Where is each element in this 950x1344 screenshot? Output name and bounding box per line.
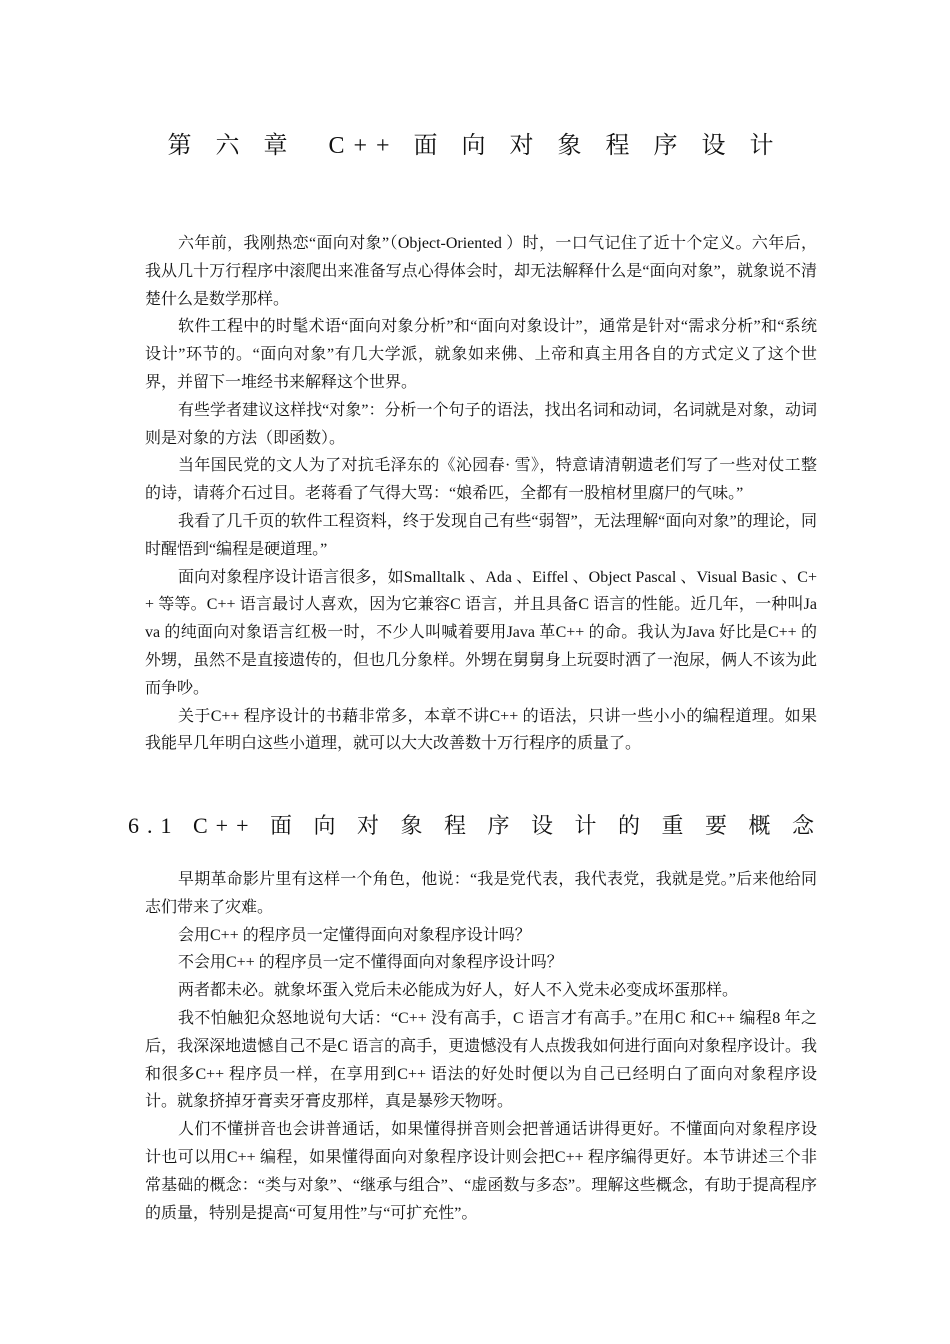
chapter-number: 第 六 章 [167,133,297,159]
paragraph: 不会用C++ 的程序员一定不懂得面向对象程序设计吗？ [178,954,563,972]
paragraph: 软件工程中的时髦术语“面向对象分析”和“面向对象设计”，通常是针对“需求分析”和“系统设计”环节的。“面向对象”有几大学派，就象如来佛、上帝和真主用各自的方式定义了这个世界，并留下一堆经书来解释这个世界。 [145,318,817,391]
section-heading: 6.1 C++ 面 向 对 象 程 序 设 计 的 重 要 概 念 [128,813,822,838]
paragraph: 当年国民党的文人为了对抗毛泽东的《沁园春· 雪》，特意请清朝遗老们写了一些对仗工整的诗，请蒋介石过目。老蒋看了气得大骂：“娘希匹，全都有一股棺材里腐尸的气味。” [145,457,817,503]
paragraph: 会用C++ 的程序员一定懂得面向对象程序设计吗？ [178,926,531,944]
paragraph: 我不怕触犯众怒地说句大话：“C++ 没有高手，C 语言才有高手。”在用C 和C++ 编程8 年之后，我深深地遗憾自己不是C 语言的高手，更遗憾没有人点拨我如何进行面向对象程序设计。我和很多C++ 程序员一样，在享用到C++ 语法的好处时便以为自己已经明白了面向对象程序设计。就象挤掉牙膏卖牙膏皮那样，真是暴殄天物呀。 [145,1009,817,1111]
section-text [145,866,817,1227]
paragraph: 两者都未必。就象坏蛋入党后未必能成为好人，好人不入党未必变成坏蛋那样。 [178,982,739,1000]
chapter-title [0,128,950,164]
paragraph: 六年前，我刚热恋“面向对象”（Object-Oriented ）时，一口气记住了近十个定义。六年后，我从几十万行程序中滚爬出来准备写点心得体会时，却无法解释什么是“面向对象”，就象说不清楚什么是数学那样。 [145,235,817,308]
paragraph: 有些学者建议这样找“对象”：分析一个句子的语法，找出名词和动词，名词就是对象，动词则是对象的方法（即函数）。 [145,401,817,447]
intro-text [145,230,817,758]
paragraph: 面向对象程序设计语言很多，如Smalltalk 、Ada 、Eiffel 、Object Pascal 、Visual Basic 、C++ 等等。C++ 语言最讨人喜欢，因为它兼容C 语言，并且具备C 语言的性能。近几年，一种叫Java 的纯面向对象语言红极一时，不少人叫喊着要用Java 革C++ 的命。我认为Java 好比是C++ 的外甥，虽然不是直接遗传的，但也几分象样。外甥在舅舅身上玩耍时洒了一泡尿，俩人不该为此而争吵。 [145,568,818,697]
chapter-name: C++ 面 向 对 象 程 序 设 计 [328,133,783,159]
paragraph: 我看了几千页的软件工程资料，终于发现自己有些“弱智”，无法理解“面向对象”的理论，同时醒悟到“编程是硬道理。” [145,512,817,558]
paragraph: 关于C++ 程序设计的书藉非常多，本章不讲C++ 的语法，只讲一些小小的编程道理。如果我能早几年明白这些小道理，就可以大大改善数十万行程序的质量了。 [145,707,817,753]
paragraph: 人们不懂拼音也会讲普通话，如果懂得拼音则会把普通话讲得更好。不懂面向对象程序设计也可以用C++ 编程，如果懂得面向对象程序设计则会把C++ 程序编得更好。本节讲述三个非常基础的概念：“类与对象”、“继承与组合”、“虚函数与多态”。理解这些概念，有助于提高程序的质量，特别是提高“可复用性”与“可扩充性”。 [145,1121,817,1222]
paragraph: 早期革命影片里有这样一个角色，他说：“我是党代表，我代表党，我就是党。”后来他给同志们带来了灾难。 [145,871,817,916]
